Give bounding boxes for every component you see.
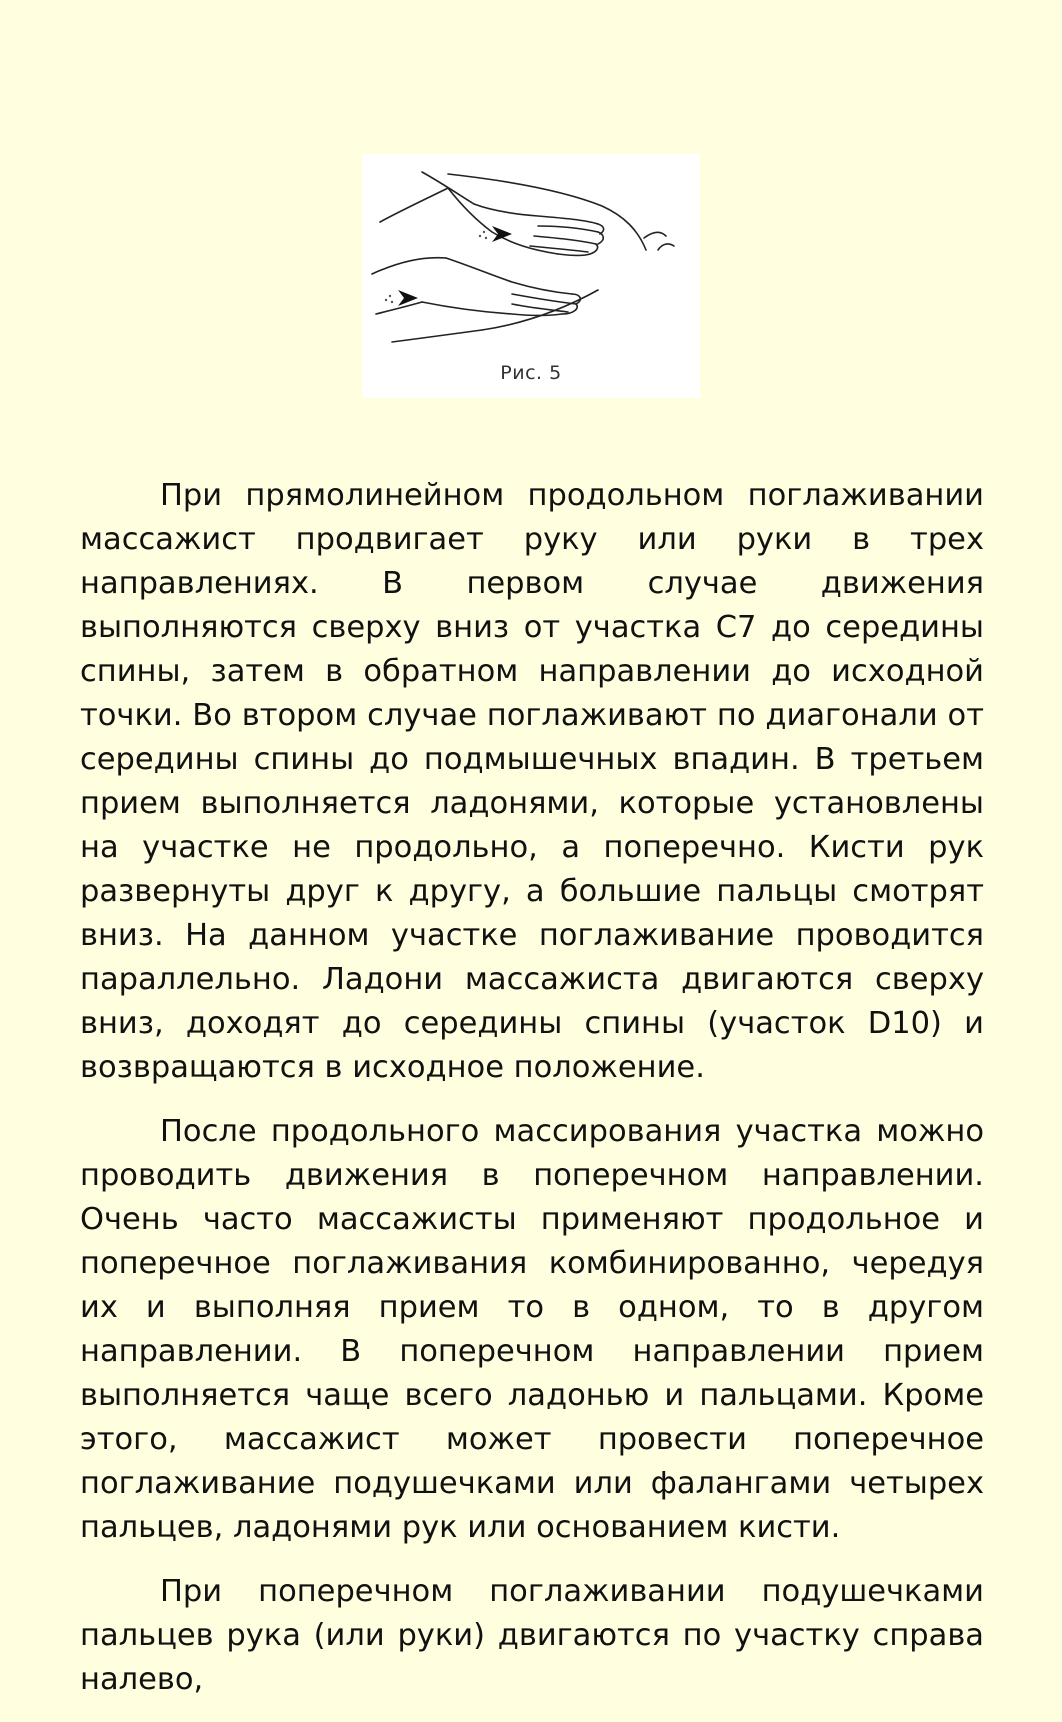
figure-caption: Рис. 5 — [500, 362, 562, 384]
figure-massage-illustration — [362, 154, 700, 398]
hands-stroking-illustration — [362, 154, 700, 354]
paragraph: После продольного массирования участка можно проводить движения в поперечном направлении. Очень часто массажисты применяют продольное и поперечное поглаживания комбинированно, чередуя их и выполняя прием то в одном, то в другом направлении. В поперечном направлении прием выполняется чаще всего ладонью и пальцами. Кроме этого, массажист может провести поперечное поглаживание подушечками или фалангами четырех пальцев, ладонями рук или основанием кисти. — [80, 1114, 984, 1545]
paragraph: При поперечном поглаживании подушечками пальцев рука (или руки) двигаются по участку справа налево, — [80, 1574, 984, 1697]
body-text — [80, 474, 984, 1722]
paragraph: При прямолинейном продольном поглаживании массажист продвигает руку или руки в трех направлениях. В первом случае движения выполняются сверху вниз от участка С7 до середины спины, затем в обратном направлении до исходной точки. Во втором случае поглаживают по диагонали от середины спины до подмышечных впадин. В третьем прием выполняется ладонями, которые установлены на участке не продольно, а поперечно. Кисти рук развернуты друг к другу, а большие пальцы смотрят вниз. На данном участке поглаживание проводится параллельно. Ладони массажиста двигаются сверху вниз, доходят до середины спины (участок D10) и возвращаются в исходное положение. — [80, 478, 984, 1085]
